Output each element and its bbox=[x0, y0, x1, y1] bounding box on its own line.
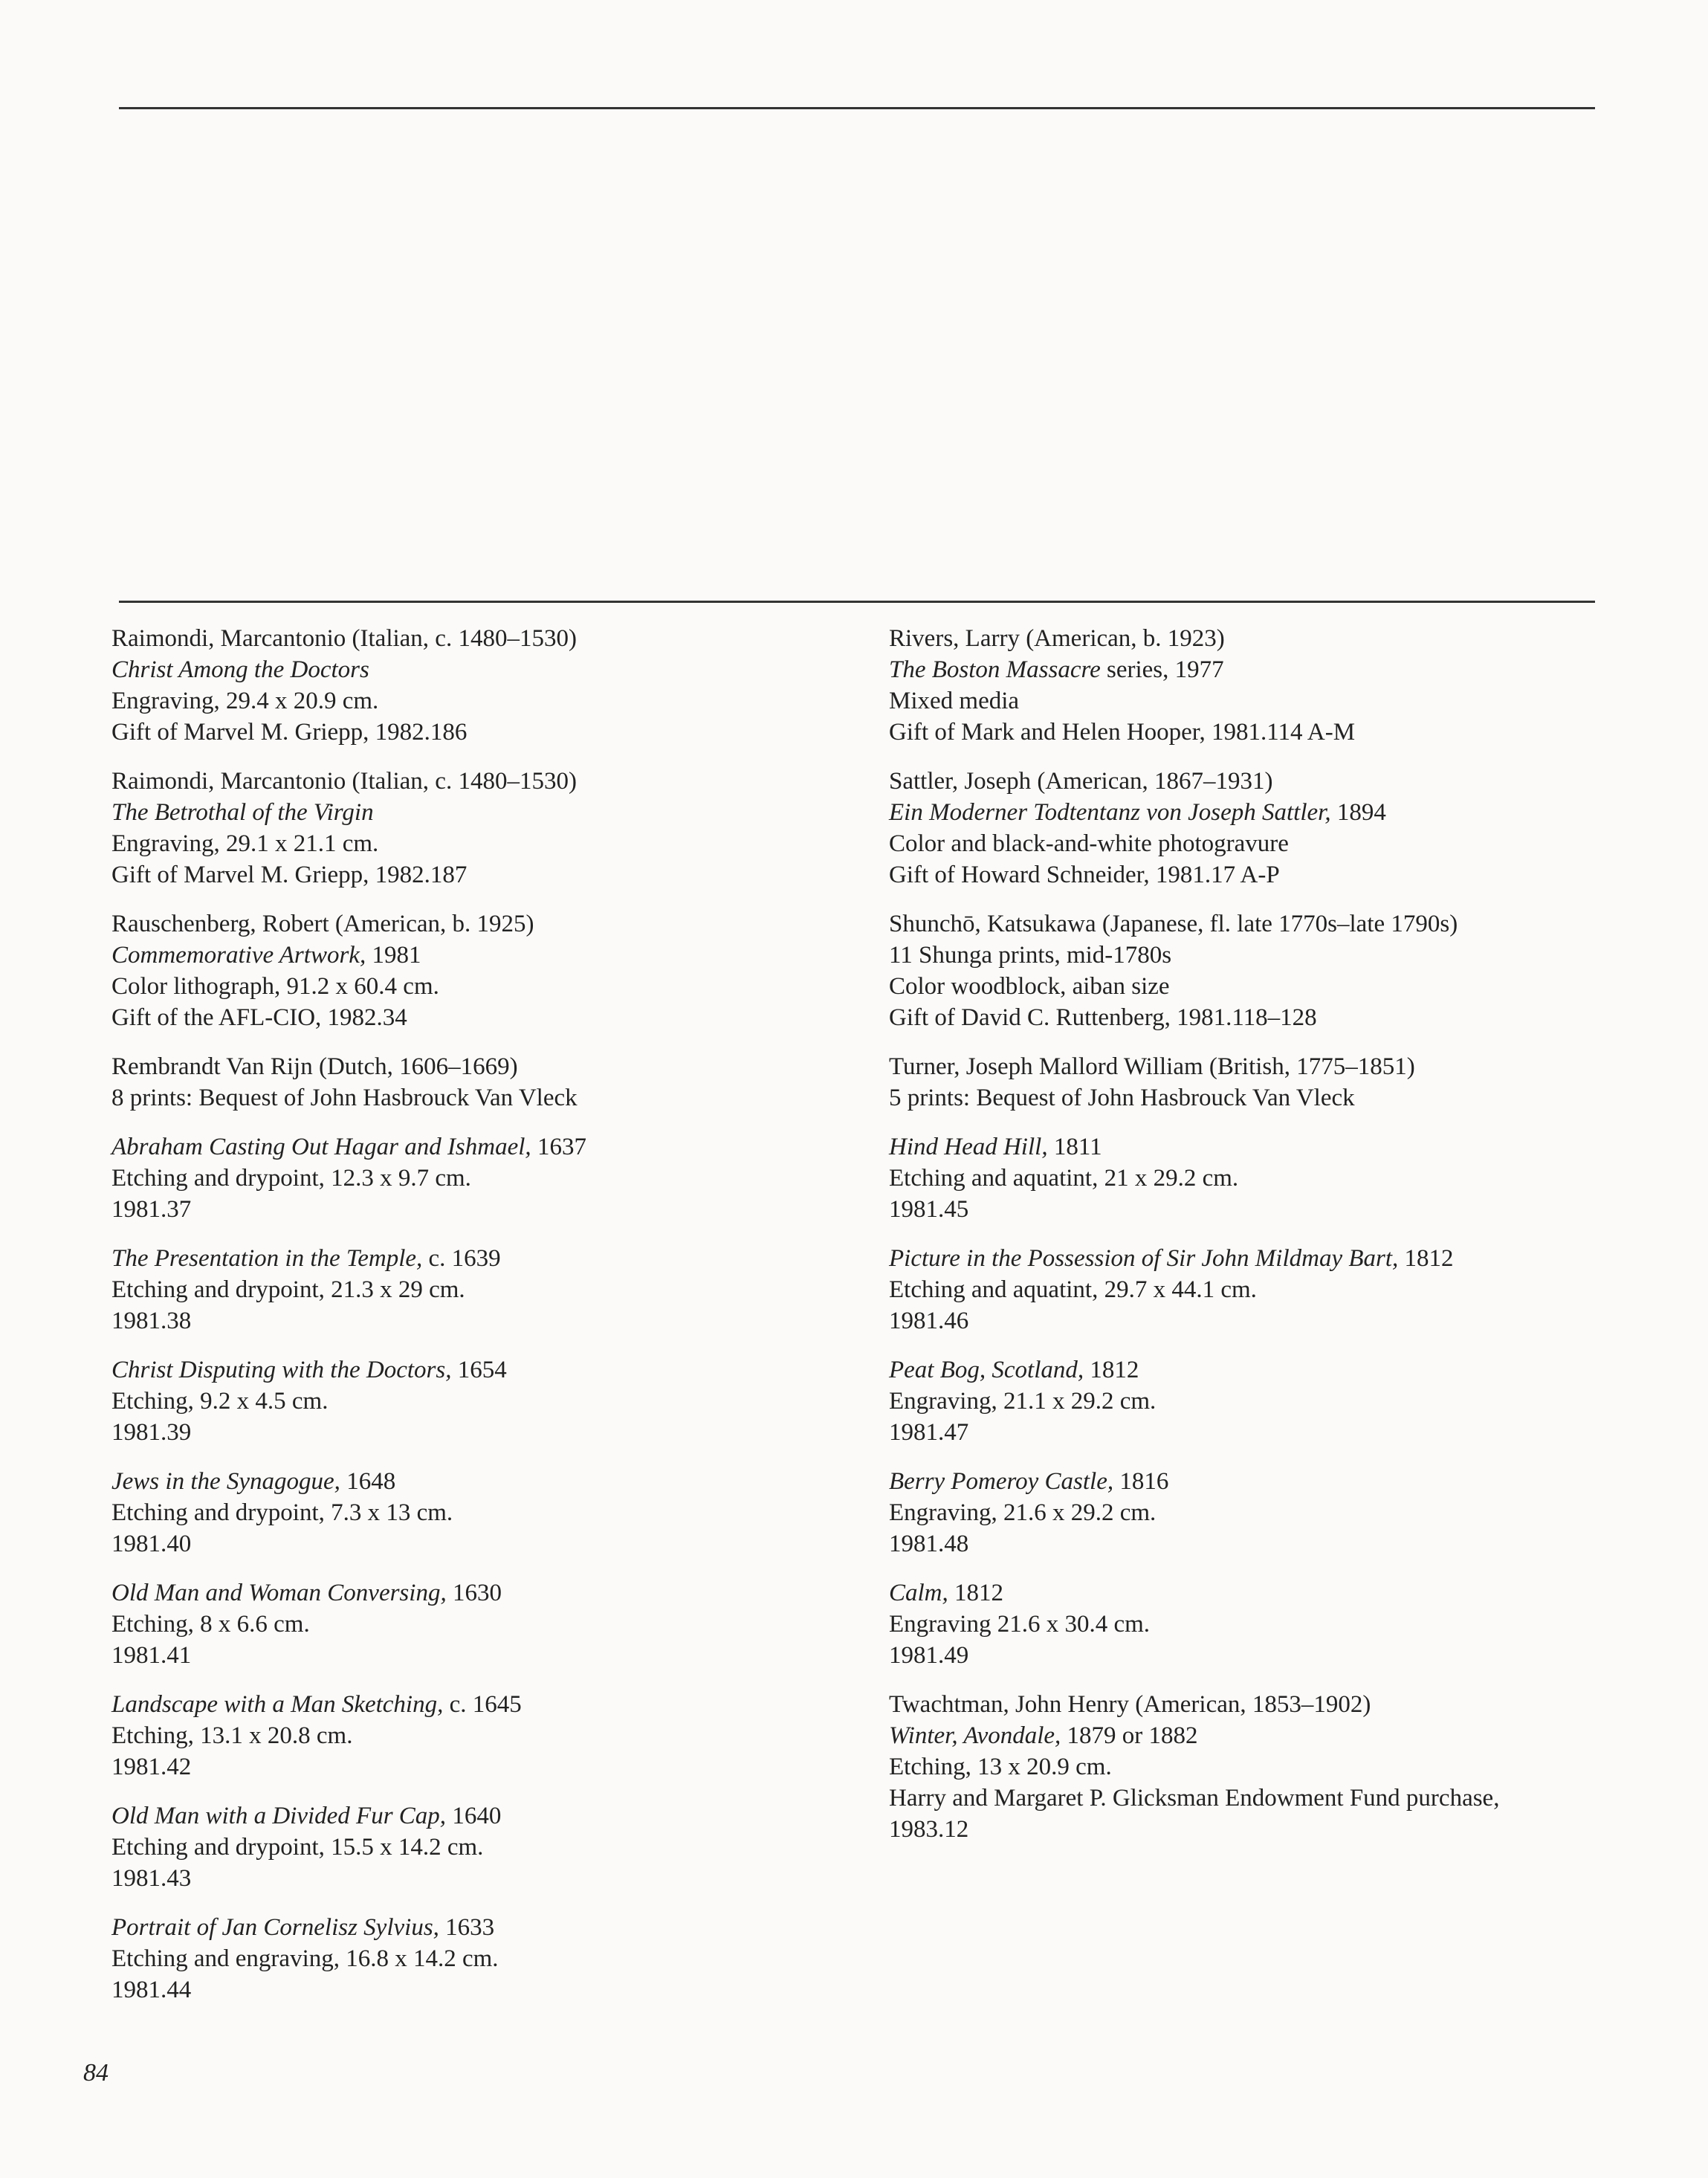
catalog-group-header bbox=[111, 1051, 855, 1114]
artist-line: Rauschenberg, Robert (American, b. 1925) bbox=[111, 911, 534, 937]
medium-line: Engraving, 21.1 x 29.2 cm. bbox=[889, 1388, 1157, 1415]
credit-line: 1981.44 bbox=[111, 1977, 192, 2003]
artwork-title: Ein Moderner Todtentanz von Joseph Sattler, bbox=[889, 799, 1331, 826]
credit-line: Gift of Mark and Helen Hooper, 1981.114 A-M bbox=[889, 719, 1356, 746]
title-line bbox=[111, 1577, 855, 1609]
catalog-entry bbox=[889, 1354, 1677, 1448]
title-line bbox=[889, 1131, 1677, 1163]
title-line bbox=[889, 1354, 1677, 1386]
medium-line: Engraving, 29.1 x 21.1 cm. bbox=[111, 830, 379, 857]
artist-line: Raimondi, Marcantonio (Italian, c. 1480–1530) bbox=[111, 625, 577, 652]
title-line bbox=[111, 1800, 855, 1832]
title-line bbox=[889, 1720, 1677, 1751]
artwork-title: Calm, bbox=[889, 1580, 948, 1606]
credit-line: 1981.47 bbox=[889, 1419, 969, 1446]
credit-line: 1981.49 bbox=[889, 1642, 969, 1669]
catalog-entry bbox=[111, 1466, 855, 1560]
medium-line: Color lithograph, 91.2 x 60.4 cm. bbox=[111, 973, 439, 1000]
credit-line-continued: 1983.12 bbox=[889, 1816, 969, 1843]
artist-line: Sattler, Joseph (American, 1867–1931) bbox=[889, 768, 1273, 795]
artwork-title: The Betrothal of the Virgin bbox=[111, 799, 374, 826]
artist-line: Rembrandt Van Rijn (Dutch, 1606–1669) bbox=[111, 1053, 518, 1080]
artwork-date: 1811 bbox=[1047, 1134, 1102, 1160]
title-line bbox=[889, 797, 1677, 828]
catalog-entry bbox=[111, 1800, 855, 1894]
medium-line: Etching and drypoint, 12.3 x 9.7 cm. bbox=[111, 1165, 471, 1192]
credit-line: 1981.39 bbox=[111, 1419, 192, 1446]
left-column bbox=[111, 623, 855, 2023]
artwork-date: c. 1645 bbox=[443, 1691, 522, 1718]
credit-line: Gift of Howard Schneider, 1981.17 A-P bbox=[889, 862, 1280, 888]
medium-line: Etching, 13.1 x 20.8 cm. bbox=[111, 1722, 353, 1749]
artwork-title: The Presentation in the Temple, bbox=[111, 1245, 423, 1272]
title-line bbox=[889, 654, 1677, 685]
artwork-date: series, 1977 bbox=[1100, 656, 1224, 683]
catalog-entry bbox=[889, 1577, 1677, 1671]
artwork-date: 1630 bbox=[446, 1580, 502, 1606]
artwork-title: Abraham Casting Out Hagar and Ishmael, bbox=[111, 1134, 531, 1160]
credit-line: Gift of Marvel M. Griepp, 1982.186 bbox=[111, 719, 468, 746]
artist-line: Twachtman, John Henry (American, 1853–1902) bbox=[889, 1691, 1371, 1718]
medium-line: Etching and drypoint, 21.3 x 29 cm. bbox=[111, 1276, 465, 1303]
catalog-entry bbox=[889, 1131, 1677, 1225]
title-line bbox=[111, 1912, 855, 1943]
credit-line: 1981.41 bbox=[111, 1642, 192, 1669]
artwork-title: Portrait of Jan Cornelisz Sylvius, bbox=[111, 1914, 439, 1941]
artwork-title: Hind Head Hill, bbox=[889, 1134, 1048, 1160]
title-line bbox=[111, 940, 855, 971]
catalog-entry bbox=[111, 623, 855, 748]
artwork-date: 1640 bbox=[446, 1803, 502, 1829]
medium-line: Etching and engraving, 16.8 x 14.2 cm. bbox=[111, 1945, 499, 1972]
artwork-date: 1812 bbox=[948, 1580, 1004, 1606]
artwork-date: 1981 bbox=[366, 942, 421, 969]
medium-line: Color and black-and-white photogravure bbox=[889, 830, 1289, 857]
artwork-date: 1879 or 1882 bbox=[1061, 1722, 1198, 1749]
artist-line: Turner, Joseph Mallord William (British, 1775–1851) bbox=[889, 1053, 1415, 1080]
medium-line: Etching, 13 x 20.9 cm. bbox=[889, 1754, 1112, 1780]
group-note: 5 prints: Bequest of John Hasbrouck Van Vleck bbox=[889, 1085, 1355, 1111]
medium-line: Etching and drypoint, 15.5 x 14.2 cm. bbox=[111, 1834, 484, 1861]
medium-line: Etching, 8 x 6.6 cm. bbox=[111, 1611, 310, 1638]
title-line bbox=[111, 1466, 855, 1497]
artwork-date: 1812 bbox=[1084, 1357, 1139, 1383]
artwork-date: 1633 bbox=[439, 1914, 495, 1941]
artwork-date: 1812 bbox=[1398, 1245, 1454, 1272]
artwork-title: Commemorative Artwork, bbox=[111, 942, 366, 969]
credit-line: Gift of David C. Ruttenberg, 1981.118–128 bbox=[889, 1004, 1317, 1031]
catalog-entry bbox=[111, 1912, 855, 2006]
artwork-title: Picture in the Possession of Sir John Mildmay Bart, bbox=[889, 1245, 1399, 1272]
credit-line: 1981.37 bbox=[111, 1196, 192, 1223]
catalog-entry bbox=[111, 908, 855, 1033]
catalog-entry bbox=[111, 1354, 855, 1448]
artwork-title: Berry Pomeroy Castle, bbox=[889, 1468, 1114, 1495]
catalog-entry bbox=[889, 908, 1677, 1033]
credit-line: 1981.38 bbox=[111, 1308, 192, 1334]
artwork-title: The Boston Massacre bbox=[889, 656, 1101, 683]
title-line bbox=[111, 1131, 855, 1163]
artwork-title: Old Man with a Divided Fur Cap, bbox=[111, 1803, 447, 1829]
medium-line: Mixed media bbox=[889, 688, 1020, 714]
medium-line: Engraving 21.6 x 30.4 cm. bbox=[889, 1611, 1151, 1638]
artwork-title: Winter, Avondale, bbox=[889, 1722, 1061, 1749]
top-rule bbox=[119, 107, 1595, 109]
catalog-entry bbox=[889, 766, 1677, 891]
medium-line: Engraving, 21.6 x 29.2 cm. bbox=[889, 1499, 1157, 1526]
artwork-title: Jews in the Synagogue, bbox=[111, 1468, 340, 1495]
artwork-date: 1654 bbox=[451, 1357, 507, 1383]
medium-line: Etching, 9.2 x 4.5 cm. bbox=[111, 1388, 329, 1415]
artist-line: Raimondi, Marcantonio (Italian, c. 1480–1530) bbox=[111, 768, 577, 795]
artwork-date: 1648 bbox=[340, 1468, 396, 1495]
section-rule bbox=[119, 601, 1595, 603]
credit-line: Harry and Margaret P. Glicksman Endowment Fund purchase, bbox=[889, 1785, 1500, 1812]
medium-line: Engraving, 29.4 x 20.9 cm. bbox=[111, 688, 379, 714]
medium-line: Etching and aquatint, 21 x 29.2 cm. bbox=[889, 1165, 1239, 1192]
title-line bbox=[889, 1243, 1677, 1274]
title-line bbox=[111, 797, 855, 828]
artwork-title: Landscape with a Man Sketching, bbox=[111, 1691, 444, 1718]
right-column bbox=[889, 623, 1677, 1863]
catalog-entry bbox=[889, 623, 1677, 748]
catalog-entry bbox=[889, 1243, 1677, 1337]
credit-line: 1981.45 bbox=[889, 1196, 969, 1223]
medium-line: Color woodblock, aiban size bbox=[889, 973, 1170, 1000]
catalog-entry bbox=[111, 1689, 855, 1783]
catalog-entry bbox=[889, 1689, 1677, 1845]
page-number: 84 bbox=[83, 2059, 109, 2087]
title-line: 11 Shunga prints, mid-1780s bbox=[889, 942, 1172, 969]
catalog-group-header bbox=[889, 1051, 1677, 1114]
medium-line: Etching and aquatint, 29.7 x 44.1 cm. bbox=[889, 1276, 1257, 1303]
title-line bbox=[889, 1577, 1677, 1609]
catalog-entry bbox=[111, 1577, 855, 1671]
catalog-entry bbox=[889, 1466, 1677, 1560]
artwork-title: Peat Bog, Scotland, bbox=[889, 1357, 1084, 1383]
catalog-entry bbox=[111, 766, 855, 891]
credit-line: 1981.46 bbox=[889, 1308, 969, 1334]
artwork-title: Old Man and Woman Conversing, bbox=[111, 1580, 447, 1606]
catalog-entry bbox=[111, 1243, 855, 1337]
title-line bbox=[111, 654, 855, 685]
artwork-date: c. 1639 bbox=[422, 1245, 501, 1272]
artwork-date: 1637 bbox=[531, 1134, 586, 1160]
credit-line: 1981.40 bbox=[111, 1531, 192, 1557]
credit-line: 1981.48 bbox=[889, 1531, 969, 1557]
artist-line: Shunchō, Katsukawa (Japanese, fl. late 1770s–late 1790s) bbox=[889, 911, 1458, 937]
artwork-date: 1816 bbox=[1113, 1468, 1169, 1495]
credit-line: 1981.42 bbox=[111, 1754, 192, 1780]
artwork-title: Christ Disputing with the Doctors, bbox=[111, 1357, 452, 1383]
title-line bbox=[111, 1243, 855, 1274]
catalog-entry bbox=[111, 1131, 855, 1225]
credit-line: 1981.43 bbox=[111, 1865, 192, 1892]
group-note: 8 prints: Bequest of John Hasbrouck Van Vleck bbox=[111, 1085, 578, 1111]
title-line bbox=[889, 1466, 1677, 1497]
artwork-date: 1894 bbox=[1330, 799, 1386, 826]
artist-line: Rivers, Larry (American, b. 1923) bbox=[889, 625, 1225, 652]
medium-line: Etching and drypoint, 7.3 x 13 cm. bbox=[111, 1499, 453, 1526]
credit-line: Gift of the AFL-CIO, 1982.34 bbox=[111, 1004, 407, 1031]
title-line bbox=[111, 1354, 855, 1386]
title-line bbox=[111, 1689, 855, 1720]
credit-line: Gift of Marvel M. Griepp, 1982.187 bbox=[111, 862, 468, 888]
artwork-title: Christ Among the Doctors bbox=[111, 656, 369, 683]
